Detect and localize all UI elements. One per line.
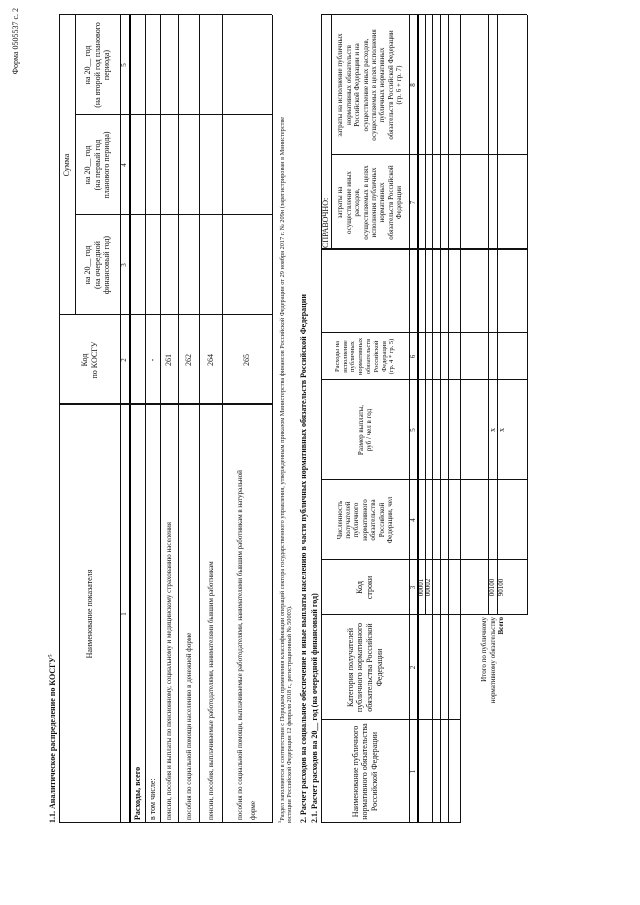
- header-line-code: Код строки: [355, 575, 374, 600]
- subtotal-x-mark: x: [487, 428, 497, 432]
- footnote-continuation: юстиции Российской Федерации 12 февраля 2018 г., регистрационный № 50003).: [286, 605, 293, 823]
- row-code: 262: [183, 354, 193, 366]
- colnum: 5: [408, 428, 417, 432]
- row-code: -: [147, 358, 157, 362]
- row-employer-in-kind: пособия по социальной помощи, выплачиваемые работодателями, нанимателями бывшим работникам в натуральной форме: [235, 470, 257, 820]
- footnote-mark: 5: [277, 820, 282, 823]
- colnum: 5: [120, 63, 129, 67]
- header-recipient-category: Категория получателей публичного нормативного обязательства Российской Федерации: [345, 622, 384, 713]
- colnum: 7: [408, 200, 417, 205]
- row-code: 261: [164, 354, 174, 366]
- colnum: 3: [120, 263, 129, 267]
- row-code: 265: [242, 354, 252, 366]
- footnote: $^5$Раздел заполняется в соответствии с Порядком применения классификации операций сектора государственного управления, утвержденным приказом Министерства финансов Российской Федерации от 29 ноября 2017 г. № 209н (зарегистрирован в Министерстве: [277, 116, 287, 823]
- header-year-plan1: на 20__ год (на первый год планового периода): [83, 131, 112, 199]
- header-pno-expenses: Расходы на исполнение публичных нормативных обязательств Российской Федерации (гр. 4 * гр. 5): [333, 337, 396, 376]
- row-employer-pensions: пенсии, пособия, выплачиваемые работодателями, нанимателями бывшим работникам: [206, 561, 215, 820]
- colnum: 1: [120, 612, 129, 616]
- colnum: 8: [408, 83, 417, 87]
- header-kosgu-code: Код по КОСГУ: [79, 341, 99, 379]
- line-code: 00001: [416, 578, 425, 597]
- total-x-mark: x: [496, 428, 506, 432]
- row-total-expenses: Расходы, всего: [132, 766, 142, 820]
- row-code: 264: [205, 354, 215, 366]
- row-social-help-cash: пособия по социальной помощи населению в денежной форме: [184, 632, 193, 820]
- header-year-current: на 20__ год (на очередной финансовый год): [83, 235, 112, 295]
- header-year-plan2: на 20__ год (на второй год планового периода): [83, 22, 112, 108]
- row-code: [129, 315, 145, 405]
- total-label: Всего: [497, 617, 506, 635]
- colnum: 3: [408, 585, 417, 590]
- section2-title: 2. Расчет расходов на социальное обеспечение и иные выплаты населению в части публичных нормативных обязательств Российской Федерации: [299, 294, 308, 823]
- section1-title: 1.1. Аналитическое распределение по КОСГУ$^5$: [48, 654, 57, 823]
- section2-subtitle: 2.1. Расчет расходов на 20__ год (на очередной финансовый год): [310, 593, 319, 823]
- total-code: 90100: [497, 578, 506, 597]
- line-code: 00002: [424, 578, 433, 597]
- header-recipients-count: Численность получателей публичного нормативного обязательства Российской Федерации, чел: [335, 496, 394, 544]
- header-other-costs: затраты на осуществление иных расходов, осуществляемых в целях исполнения публичных нормативных обязательств Российской Федерации: [336, 165, 404, 240]
- row-including: в том числе:: [148, 778, 157, 820]
- colnum: 1: [408, 769, 417, 774]
- header-pno-name: Наименование публичного нормативного обязательства Российской Федерации: [350, 723, 379, 820]
- header-sum: Сумма: [62, 153, 72, 177]
- colnum: 4: [408, 518, 417, 522]
- colnum: 2: [408, 665, 417, 670]
- header-payment-amount: Размер выплаты, руб / чел в год: [356, 404, 373, 456]
- colnum: 6: [408, 354, 417, 359]
- header-reference: СПРАВОЧНО:: [321, 197, 331, 248]
- colnum: 4: [120, 163, 129, 167]
- colnum: 2: [120, 358, 129, 362]
- header-indicator-name: Наименование показателя: [84, 569, 94, 659]
- header-total-costs: затраты на исполнение публичных нормативных обязательств Российской Федерации и на осуществление иных расходов, осуществляемых в целях исполнения публичных нормативных обязательств Российской Федерации (гр. 6 + гр. 7): [336, 29, 404, 141]
- subtotal-label: Итого по публичному нормативному обязательству: [480, 617, 497, 704]
- subtotal-code: 00100: [488, 578, 497, 597]
- form-label: Форма 0505537 с. 2: [11, 8, 20, 75]
- row-pensions-insurance: пенсии, пособия и выплаты по пенсионному, социальному и медицинскому страхованию населения: [165, 522, 173, 820]
- section1-title-footnote-mark: 5: [48, 654, 54, 657]
